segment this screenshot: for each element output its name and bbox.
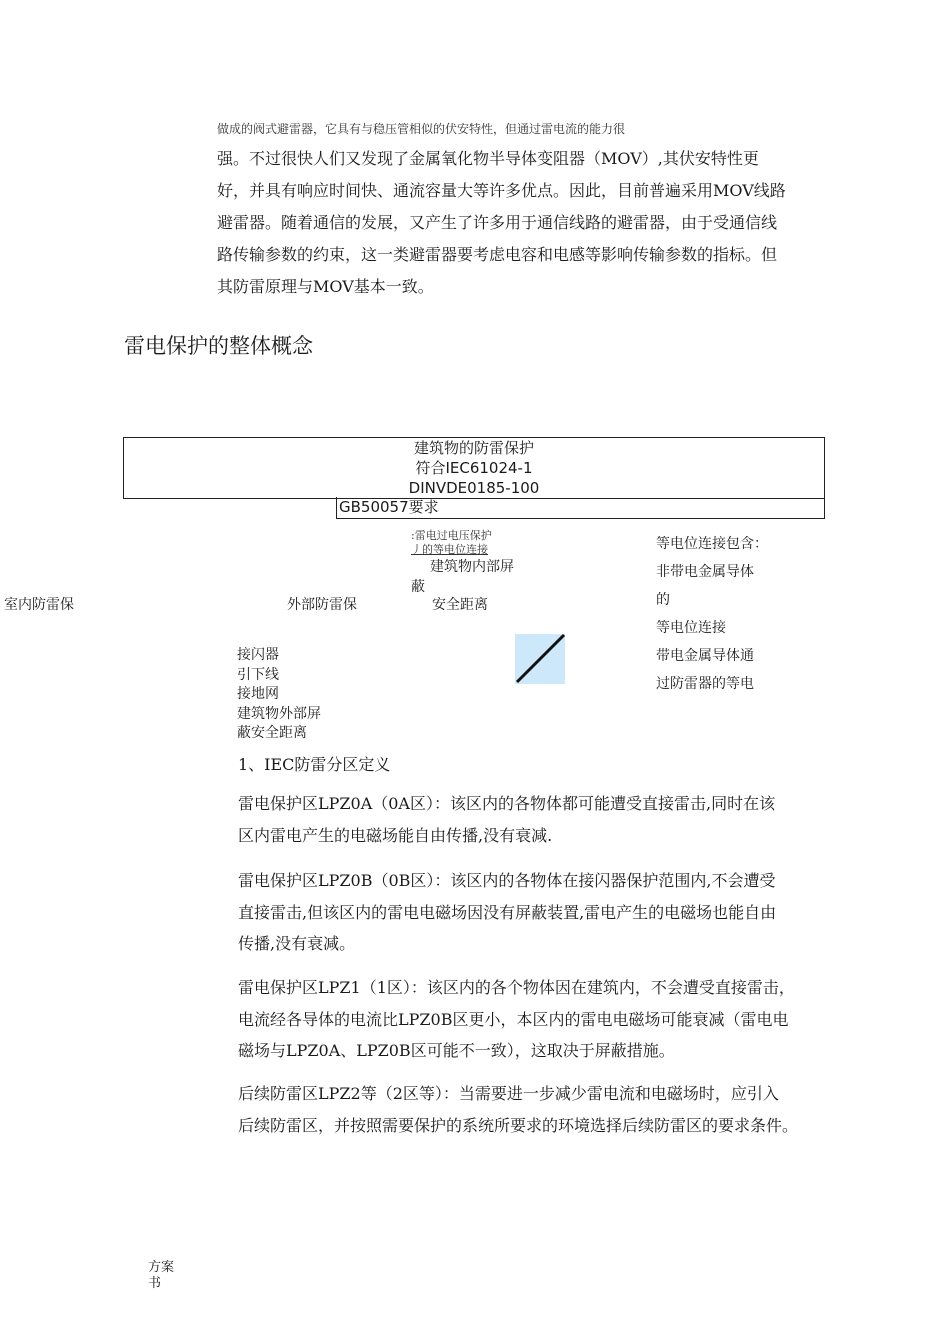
inner-shield-line: 建筑物内部屏 bbox=[430, 559, 514, 575]
equipotential-line: 等电位连接包含： bbox=[656, 536, 768, 552]
external-protection-label: 外部防雷保 bbox=[287, 597, 357, 613]
inner-protection-notes bbox=[411, 529, 492, 557]
bottom-box-label: GB50057要求 bbox=[339, 498, 439, 516]
zone-line: 磁场与LPZ0A、LPZ0B区可能不一致），这取决于屏蔽措施。 bbox=[238, 1041, 675, 1060]
zone-line: 雷电保护区LPZ0B（0B区）：该区内的各物体在接闪器保护范围内,不会遭受 bbox=[238, 871, 776, 890]
zone-line: 雷电保护区LPZ0A（0A区）：该区内的各物体都可能遭受直接雷击,同时在该 bbox=[238, 794, 776, 813]
zone-paragraph-lpz0a bbox=[238, 788, 848, 851]
inner-note: 丿的等电位连接 bbox=[411, 543, 488, 556]
intro-paragraph bbox=[217, 143, 817, 303]
intro-line: 强。不过很快人们又发现了金属氧化物半导体变阻器（MOV）,其伏安特性更 bbox=[217, 149, 759, 168]
zone-line: 传播,没有衰减。 bbox=[238, 934, 356, 953]
diagram-top-box bbox=[123, 437, 825, 499]
external-components-list bbox=[237, 646, 397, 741]
zone-line: 后续防雷区LPZ2等（2区等）：当需要进一步减少雷电流和电磁场时，应引入 bbox=[238, 1084, 779, 1103]
external-component: 蔽安全距离 bbox=[237, 725, 307, 741]
slash-line-icon bbox=[515, 634, 565, 684]
intro-line: 路传输参数的约束，这一类避雷器要考虑电容和电感等影响传输参数的指标。但 bbox=[217, 245, 778, 264]
zone-line: 电流经各导体的电流比LPZ0B区更小，本区内的雷电电磁场可能衰减（雷电电 bbox=[238, 1009, 789, 1029]
intro-line: 好，并具有响应时间快、通流容量大等许多优点。因此，目前普遍采用MOV线路 bbox=[217, 181, 786, 200]
external-component: 接地网 bbox=[237, 686, 279, 702]
diagram-slash-graphic bbox=[515, 634, 565, 684]
indoor-protection-label: 室内防雷保 bbox=[4, 597, 74, 613]
equipotential-line: 非带电金属导体 bbox=[656, 564, 754, 580]
zone-paragraph-lpz1 bbox=[238, 972, 848, 1067]
top-box-line: DINVDE0185-100 bbox=[408, 479, 540, 497]
equipotential-notes bbox=[656, 530, 796, 692]
equipotential-line: 的 bbox=[656, 592, 670, 608]
diagram-bottom-box bbox=[336, 497, 825, 519]
page-footer bbox=[148, 1260, 178, 1292]
intro-line: 其防雷原理与MOV基本一致。 bbox=[217, 277, 434, 296]
external-component: 建筑物外部屏 bbox=[237, 705, 321, 722]
footer-line: 书 bbox=[148, 1276, 162, 1291]
equipotential-line: 带电金属导体通 bbox=[656, 648, 754, 664]
clipped-label-row bbox=[0, 594, 950, 613]
zone-line: 区内雷电产生的电磁场能自由传播,没有衰减. bbox=[238, 825, 553, 845]
top-box-line: 建筑物的防雷保护 bbox=[413, 439, 534, 457]
zone-paragraph-lpz0b bbox=[238, 865, 848, 960]
footer-line: 方案 bbox=[148, 1260, 175, 1275]
inner-shield-line: 蔽 bbox=[411, 579, 425, 595]
external-component: 引下线 bbox=[237, 666, 279, 683]
zone-line: 后续防雷区，并按照需要保护的系统所要求的环境选择后续防雷区的要求条件。 bbox=[238, 1115, 799, 1135]
external-component: 接闪器 bbox=[237, 647, 279, 663]
intro-small-line: 做成的阀式避雷器，它具有与稳压管相似的伏安特性，但通过雷电流的能力很 bbox=[217, 122, 626, 136]
intro-line: 避雷器。随着通信的发展，又产生了许多用于通信线路的避雷器，由于受通信线 bbox=[217, 213, 778, 232]
inner-note: :雷电过电压保护 bbox=[411, 529, 492, 542]
safety-distance-label: 安全距离 bbox=[432, 597, 488, 613]
zone-paragraph-lpz2 bbox=[238, 1078, 848, 1141]
zone-section-title: 1、IEC防雷分区定义 bbox=[238, 755, 391, 774]
top-box-line: 符合IEC61024-1 bbox=[415, 459, 533, 477]
inner-shield-text bbox=[411, 557, 514, 597]
zone-line: 雷电保护区LPZ1（1区）：该区内的各个物体因在建筑内，不会遭受直接雷击， bbox=[238, 978, 795, 997]
equipotential-line: 过防雷器的等电 bbox=[656, 676, 754, 692]
equipotential-line: 等电位连接 bbox=[656, 620, 726, 636]
section-heading: 雷电保护的整体概念 bbox=[124, 334, 313, 358]
zone-line: 直接雷击,但该区内的雷电电磁场因没有屏蔽装置,雷电产生的电磁场也能自由 bbox=[238, 902, 777, 922]
